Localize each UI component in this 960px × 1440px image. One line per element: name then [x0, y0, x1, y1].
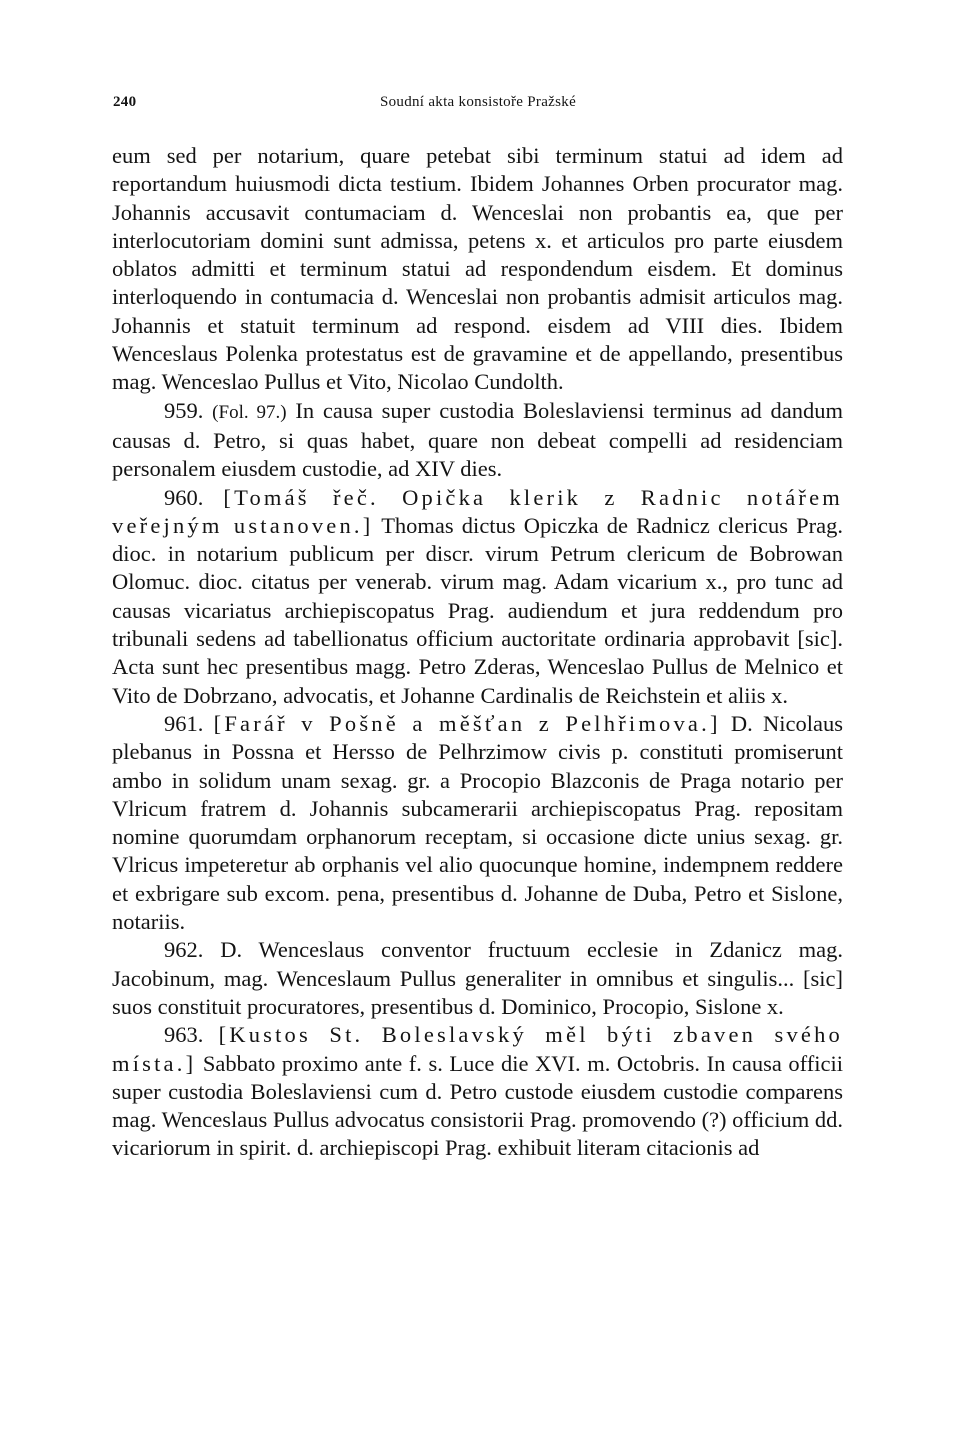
paragraph-text: Thomas dictus Opiczka de Radnicz clericus Prag. dioc. in notarium publicum per discr. virum Petrum clericum de Bobrowan Olomuc. dioc. citatus per venerab. virum mag. Adam vicarium x., pro tunc ad causas vicariatus archiepiscopatus Prag. audiendum et jura reddendum pro tribunali sedens ad tabellionatus officium auctoritate ordinaria approbavit [sic]. Acta sunt hec presentibus magg. Petro Zderas, Wenceslao Pullus de Melnico et Vito de Dobrzano, advocatis, et Johanne Cardinalis de Reichstein et aliis x. — [112, 512, 843, 708]
entry-number: 959. — [164, 397, 204, 423]
page-number: 240 — [113, 94, 137, 110]
folio-note: (Fol. 97.) — [212, 401, 287, 423]
entry-959 — [112, 397, 843, 484]
entry-number: 963. — [164, 1022, 204, 1048]
entry-961 — [112, 710, 843, 936]
paragraph-text: Sabbato proximo ante f. s. Luce die XVI. m. Octobris. In causa officii super custodia Boleslaviensi cum d. Petro custode eiusdem custodie comparens mag. Wenceslaus Pullus advocatus consistorii Prag. promovendo (?) officium dd. vicariorum in spirit. d. archiepiscopi Prag. exhibuit literam citacionis ad — [112, 1050, 844, 1161]
entry-962 — [112, 936, 843, 1021]
entry-963 — [112, 1021, 843, 1162]
body-text — [112, 142, 843, 1163]
paragraph-text: D. Wenceslaus conventor fructuum ecclesie in Zdanicz mag. Jacobinum, mag. Wenceslaum Pullus generaliter in omnibus et singulis... [sic] suos constituit procuratores, presentibus d. Dominico, Procopio, Sislone x. — [112, 937, 843, 1019]
paragraph-text: D. Nicolaus plebanus in Possna et Hersso de Pelhrzimow civis p. constituti promiserunt ambo in solidum unam sexag. gr. a Procopio Blazconis de Praga notario per Vlricum fratrem d. Johannis subcamerarii archiepiscopatus Prag. repositam nomine quorumdam orphanorum receptam, si occasione dicte unius sexag. gr. Vlricus impeteretur ab orphanis vel alio quocunque homine, indempnem reddere et exbrigare sub excom. pena, presentibus d. Johanne de Duba, Petro et Sislone, notariis. — [112, 710, 844, 935]
czech-summary: [Kustos St. Boleslavský měl býti zbaven svého místa.] — [112, 1022, 843, 1076]
entry-number: 962. — [164, 937, 204, 963]
entry-960 — [112, 484, 843, 710]
running-title: Soudní akta konsistoře Pražské — [379, 94, 577, 110]
paragraph-text: In causa super custodia Boleslaviensi terminus ad dandum causas d. Petro, si quas habet, quare non debeat compelli ad residenciam personalem eiusdem custodie, ad XIV dies. — [112, 397, 844, 482]
page-header — [113, 94, 843, 118]
czech-summary: [Farář v Pošně a měšťan z Pelhřimova.] — [213, 710, 721, 736]
paragraph-text: eum sed per notarium, quare petebat sibi terminum statui ad idem ad reportandum huiusmodi dicta testium. Ibidem Johannes Orben procurator mag. Johannis accusavit contumaciam d. Wenceslai non probantis ea, que per interlocutoriam domini sunt admissa, petens x. et articulos pro parte eiusdem oblatos admitti et terminum statui ad respondendum eisdem. Et dominus interloquendo in contumacia d. Wenceslai non probantis admisit articulos mag. Johannis et statuit terminum ad respond. eisdem ad VIII dies. Ibidem Wenceslaus Polenka protestatus est de gravamine et de appellando, presentibus mag. Wenceslao Pullus et Vito, Nicolao Cundolth. — [112, 143, 843, 395]
entry-number: 960. — [164, 484, 204, 510]
paragraph-continuation — [112, 142, 843, 397]
czech-summary: [Tomáš řeč. Opička klerik z Radnic notářem veřejným ustanoven.] — [112, 484, 843, 538]
entry-number: 961. — [164, 710, 204, 736]
